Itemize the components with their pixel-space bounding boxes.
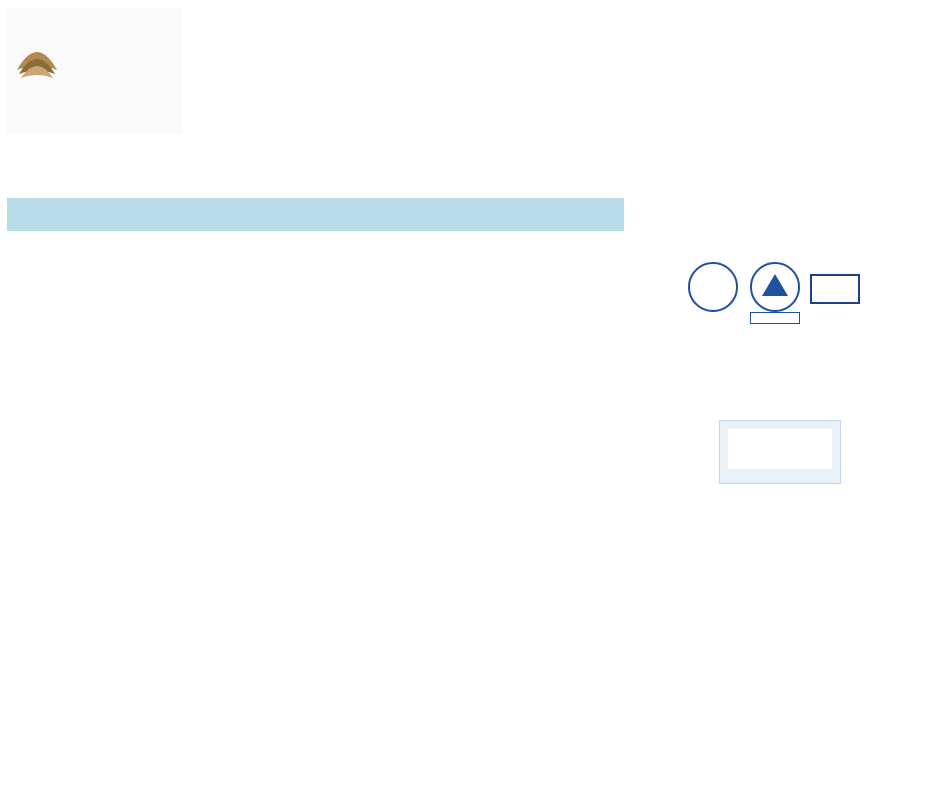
pnj-lab-logo	[7, 8, 183, 134]
iso-logo	[810, 274, 860, 304]
bracelet-photo	[636, 334, 916, 604]
accreditation-logos	[688, 262, 868, 324]
details-header	[7, 198, 624, 232]
result-table	[7, 198, 624, 233]
boa-triangle-icon	[762, 274, 788, 296]
pnj-shell-icon	[13, 34, 61, 94]
vilas-label	[750, 312, 800, 324]
ilac-mra-logo	[688, 262, 738, 312]
tag-card	[719, 420, 841, 484]
details-header-row	[7, 198, 624, 232]
boa-logo	[750, 262, 800, 312]
